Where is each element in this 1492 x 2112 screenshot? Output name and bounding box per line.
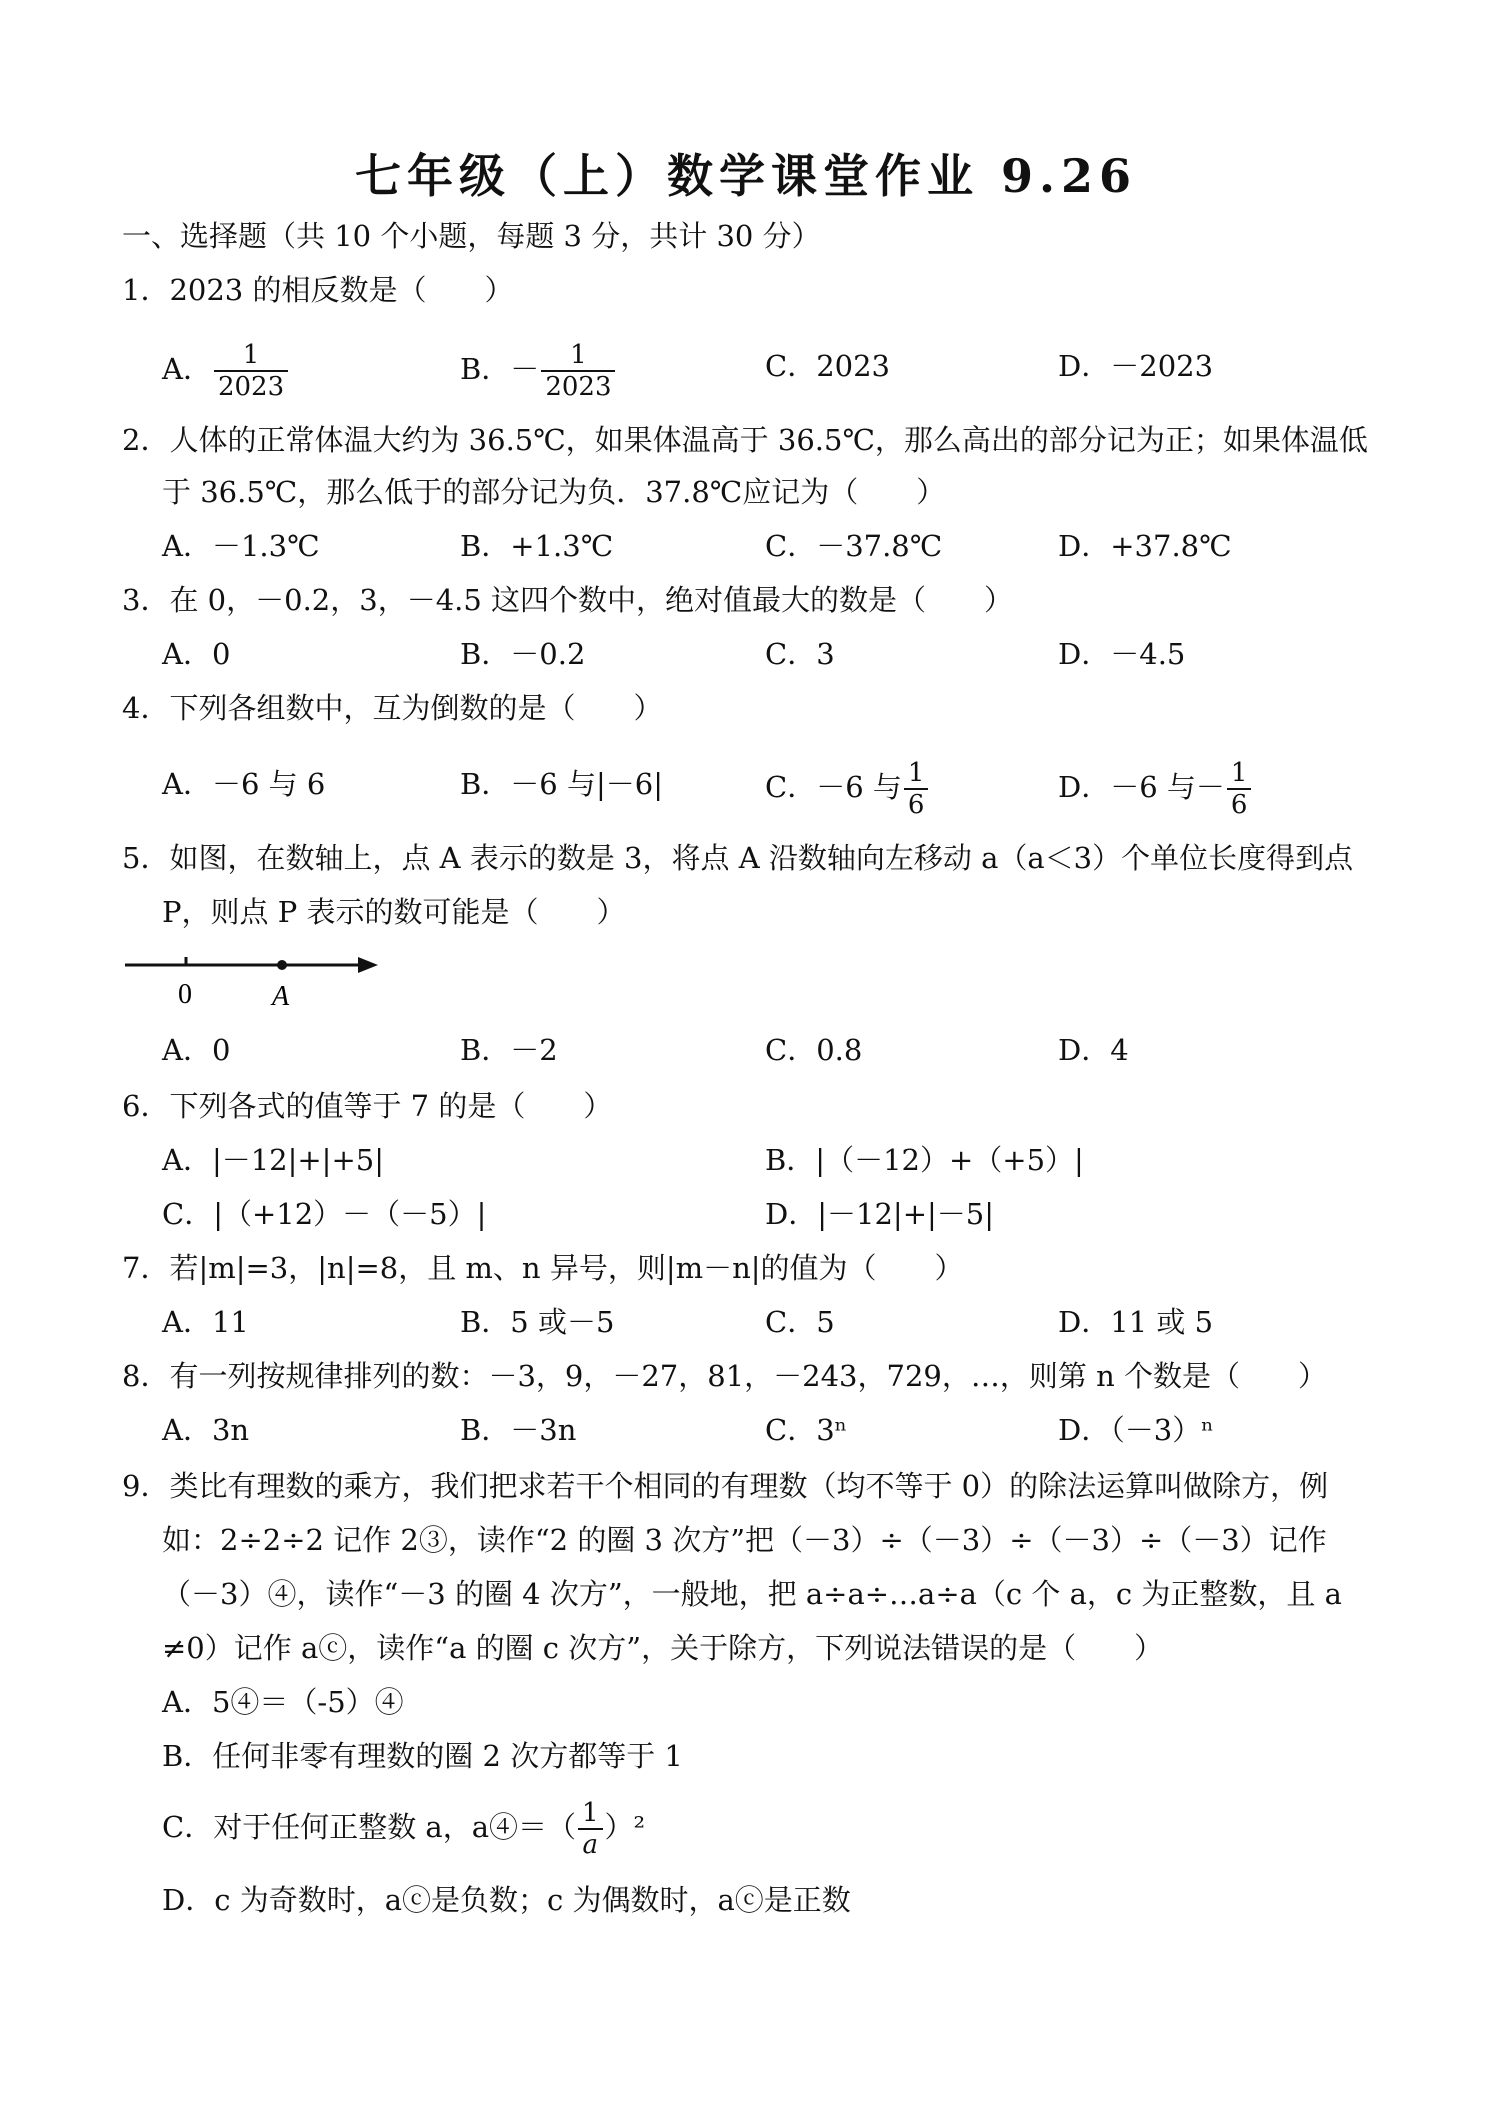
question-2-line-2: 于 36.5℃，那么低于的部分记为负．37.8℃应记为（ ）: [162, 475, 946, 509]
number-line-figure: [120, 945, 380, 1015]
question-1-option-c: C．2023: [765, 349, 890, 383]
option-label: D．－6 与－: [1058, 770, 1225, 804]
question-2-option-a: A．－1.3℃: [162, 529, 320, 563]
question-1-option-d: D．－2023: [1058, 349, 1214, 383]
question-9-line-3: （－3）④，读作“－3 的圈 4 次方”，一般地，把 a÷a÷…a÷a（c 个 a，c 为正整数，且 a: [162, 1577, 1342, 1611]
axis-zero-label: 0: [178, 979, 192, 1010]
question-2-option-c: C．－37.8℃: [765, 529, 943, 563]
question-9-option-d: D．c 为奇数时，aⓒ是负数；c 为偶数时，aⓒ是正数: [162, 1883, 851, 1917]
question-5-option-a: A．0: [162, 1033, 231, 1067]
question-5-option-b: B．－2: [460, 1033, 558, 1067]
question-2-option-b: B．+1.3℃: [460, 529, 614, 563]
fraction: [578, 1798, 603, 1860]
option-label: B．－: [460, 352, 540, 386]
point-a-dot: [277, 960, 287, 970]
question-3-option-c: C．3: [765, 637, 835, 671]
question-9-line-2: 如：2÷2÷2 记作 2③，读作“2 的圈 3 次方”把（－3）÷（－3）÷（－3）÷（－3）记作: [162, 1523, 1327, 1557]
denominator: 6: [907, 790, 925, 820]
question-3-option-a: A．0: [162, 637, 231, 671]
question-6-option-c: C．|（+12）－（－5）|: [162, 1197, 487, 1231]
question-7-option-c: C．5: [765, 1305, 835, 1339]
option-label: A．: [162, 352, 212, 386]
question-5-option-c: C．0.8: [765, 1033, 863, 1067]
question-2-option-d: D．+37.8℃: [1058, 529, 1232, 563]
numerator: 1: [578, 1798, 603, 1830]
question-3-stem: 3．在 0，－0.2，3，－4.5 这四个数中，绝对值最大的数是（ ）: [122, 583, 1014, 617]
question-5-line-2: P，则点 P 表示的数可能是（ ）: [162, 895, 626, 929]
denominator: 2023: [217, 372, 285, 402]
option-label: C．－6 与: [765, 770, 902, 804]
denominator: 6: [1230, 790, 1248, 820]
question-9-option-b: B．任何非零有理数的圈 2 次方都等于 1: [162, 1739, 683, 1773]
question-4-option-d: [1058, 758, 1253, 820]
question-6-option-b: B．|（－12）+（+5）|: [765, 1143, 1084, 1177]
fraction: [1227, 758, 1252, 820]
numerator: 1: [904, 758, 929, 790]
numerator: 1: [541, 340, 615, 372]
numerator: 1: [214, 340, 288, 372]
question-7-stem: 7．若|m|=3，|n|=8，且 m、n 异号，则|m－n|的值为（ ）: [122, 1251, 964, 1285]
question-1-option-b: [460, 340, 617, 402]
question-8-option-a: A．3n: [162, 1413, 250, 1447]
question-2-line-1: 2．人体的正常体温大约为 36.5℃，如果体温高于 36.5℃，那么高出的部分记为正；如果体温低: [122, 423, 1368, 457]
question-4-option-b: B．－6 与|－6|: [460, 767, 663, 801]
fraction: [541, 340, 615, 402]
denominator: 2023: [545, 372, 612, 402]
option-tail: ）²: [604, 1810, 646, 1844]
question-7-option-b: B．5 或－5: [460, 1305, 615, 1339]
question-8-option-b: B．－3n: [460, 1413, 577, 1447]
question-6-stem: 6．下列各式的值等于 7 的是（ ）: [122, 1089, 613, 1123]
numerator: 1: [1227, 758, 1252, 790]
question-9-line-4: ≠0）记作 aⓒ，读作“a 的圈 c 次方”，关于除方，下列说法错误的是（ ）: [162, 1631, 1164, 1665]
question-9-option-c: [162, 1798, 645, 1860]
section-heading: 一、选择题（共 10 个小题，每题 3 分，共计 30 分）: [122, 219, 821, 253]
question-1-stem: 1．2023 的相反数是（ ）: [122, 273, 514, 307]
page-title: 七年级（上）数学课堂作业 9.26: [354, 149, 1138, 203]
question-1-option-a: [162, 340, 290, 402]
arrow-head-icon: [358, 957, 378, 973]
question-4-option-a: A．－6 与 6: [162, 767, 326, 801]
question-5-option-d: D．4: [1058, 1033, 1129, 1067]
denominator: a: [582, 1830, 599, 1860]
fraction: [904, 758, 929, 820]
question-7-option-d: D．11 或 5: [1058, 1305, 1214, 1339]
axis-point-a-label: A: [272, 981, 290, 1012]
question-8-stem: 8．有一列按规律排列的数：－3，9，－27，81，－243，729，…，则第 n 个数是（ ）: [122, 1359, 1327, 1393]
question-3-option-d: D．－4.5: [1058, 637, 1186, 671]
question-5-line-1: 5．如图，在数轴上，点 A 表示的数是 3，将点 A 沿数轴向左移动 a（a＜3）个单位长度得到点: [122, 841, 1354, 875]
question-9-option-a: A．5④＝（-5）④: [162, 1685, 404, 1719]
question-3-option-b: B．－0.2: [460, 637, 586, 671]
fraction: [214, 340, 288, 402]
question-9-line-1: 9．类比有理数的乘方，我们把求若干个相同的有理数（均不等于 0）的除法运算叫做除方，例: [122, 1469, 1329, 1503]
question-8-option-c: C．3ⁿ: [765, 1413, 848, 1447]
question-4-stem: 4．下列各组数中，互为倒数的是（ ）: [122, 691, 663, 725]
question-8-option-d: D．（－3）ⁿ: [1058, 1413, 1214, 1447]
question-6-option-a: A．|－12|+|+5|: [162, 1143, 384, 1177]
option-label: C．对于任何正整数 a，a④＝（: [162, 1810, 576, 1844]
question-7-option-a: A．11: [162, 1305, 249, 1339]
question-6-option-d: D．|－12|+|－5|: [765, 1197, 994, 1231]
question-4-option-c: [765, 758, 930, 820]
